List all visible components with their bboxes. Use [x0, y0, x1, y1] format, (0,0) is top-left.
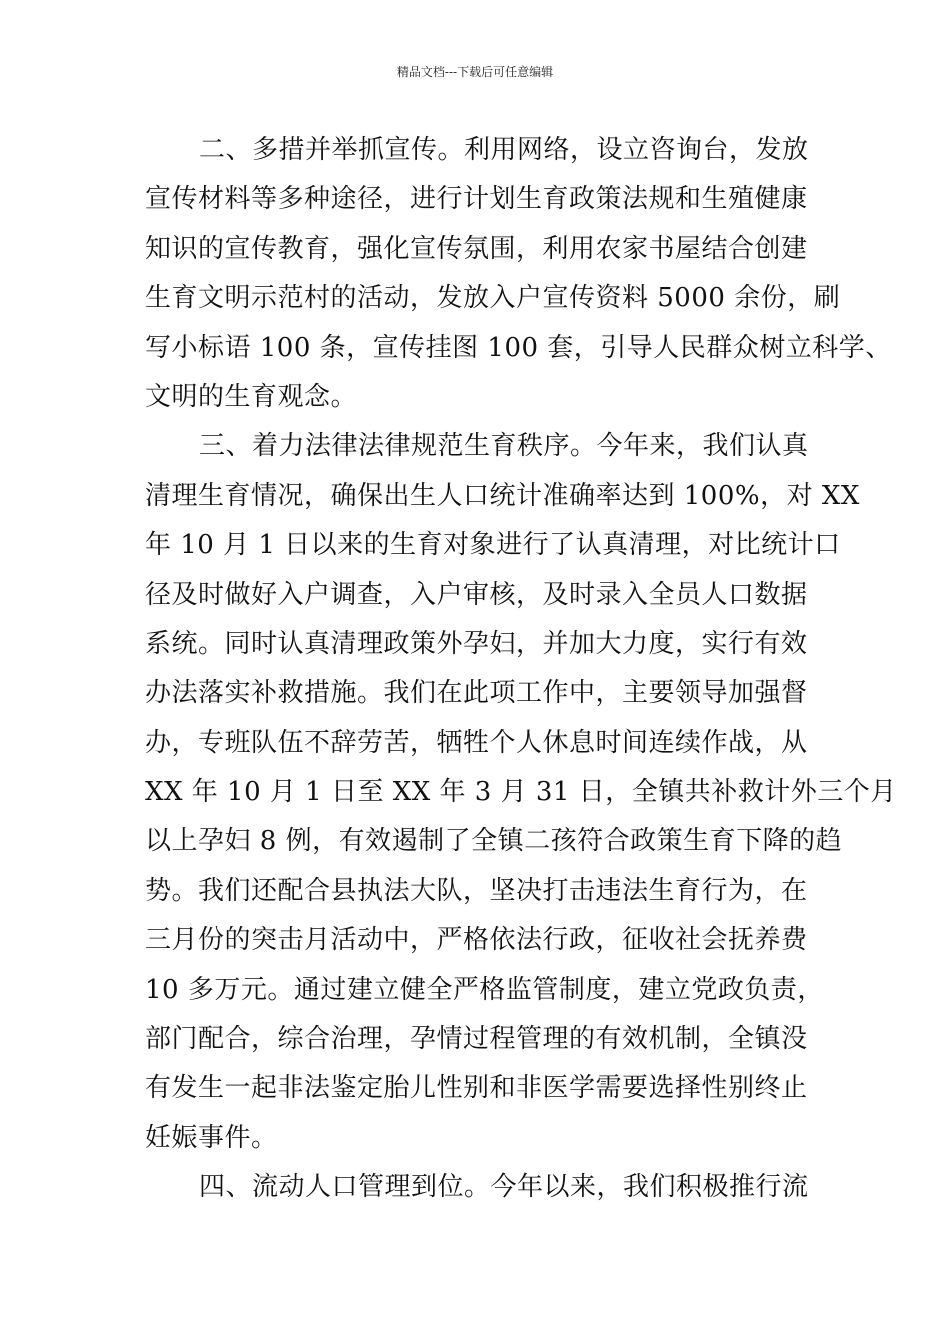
paragraph-2-line-6: 文明的生育观念。 — [145, 381, 358, 412]
paragraph-2-line-2: 宣传材料等多种途径，进行计划生育政策法规和生殖健康 — [145, 184, 808, 215]
paragraph-2-line-3: 知识的宣传教育，强化宣传氛围，利用农家书屋结合创建 — [145, 233, 808, 264]
paragraph-2-line-5: 写小标语 100 条，宣传挂图 100 套，引导人民群众树立科学、 — [145, 332, 892, 363]
paragraph-3-line-10: 势。我们还配合县执法大队，坚决打击违法生育行为，在 — [145, 875, 808, 906]
paragraph-3-line-4: 径及时做好入户调查，入户审核，及时录入全员人口数据 — [145, 579, 808, 610]
paragraph-3-line-6: 办法落实补救措施。我们在此项工作中，主要领导加强督 — [145, 678, 808, 709]
paragraph-2-line-1: 二、多措并举抓宣传。利用网络，设立咨询台，发放 — [199, 135, 809, 165]
page-header: 精品文档---下载后可任意编辑 — [396, 65, 554, 79]
paragraph-3-line-5: 系统。同时认真清理政策外孕妇，并加大力度，实行有效 — [145, 628, 808, 659]
paragraph-3-line-8: XX 年 10 月 1 日至 XX 年 3 月 31 日，全镇共补救计外三个月 — [145, 777, 897, 808]
paragraph-3-line-9: 以上孕妇 8 例，有效遏制了全镇二孩符合政策生育下降的趋 — [145, 826, 843, 857]
paragraph-3-line-2: 清理生育情况，确保出生人口统计准确率达到 100%，对 XX — [145, 480, 860, 511]
paragraph-3-line-13: 部门配合，综合治理，孕情过程管理的有效机制，全镇没 — [145, 1024, 808, 1055]
paragraph-3-line-1: 三、着力法律法律规范生育秩序。今年来，我们认真 — [199, 431, 809, 462]
paragraph-3-line-7: 办，专班队伍不辞劳苦，牺牲个人休息时间连续作战，从 — [145, 727, 808, 758]
paragraph-3-line-3: 年 10 月 1 日以来的生育对象进行了认真清理，对比统计口 — [145, 530, 841, 561]
paragraph-4-line-1: 四、流动人口管理到位。今年以来，我们积极推行流 — [199, 1172, 809, 1203]
paragraph-3-line-15: 妊娠事件。 — [145, 1122, 278, 1153]
paragraph-2-line-4: 生育文明示范村的活动，发放入户宣传资料 5000 余份，刷 — [145, 283, 841, 314]
paragraph-3-line-14: 有发生一起非法鉴定胎儿性别和非医学需要选择性别终止 — [145, 1073, 808, 1104]
paragraph-3-line-12: 10 多万元。通过建立健全严格监管制度，建立党政负责， — [145, 974, 824, 1005]
paragraph-3-line-11: 三月份的突击月活动中，严格依法行政，征收社会抚养费 — [145, 925, 808, 956]
document-body — [145, 126, 897, 1213]
